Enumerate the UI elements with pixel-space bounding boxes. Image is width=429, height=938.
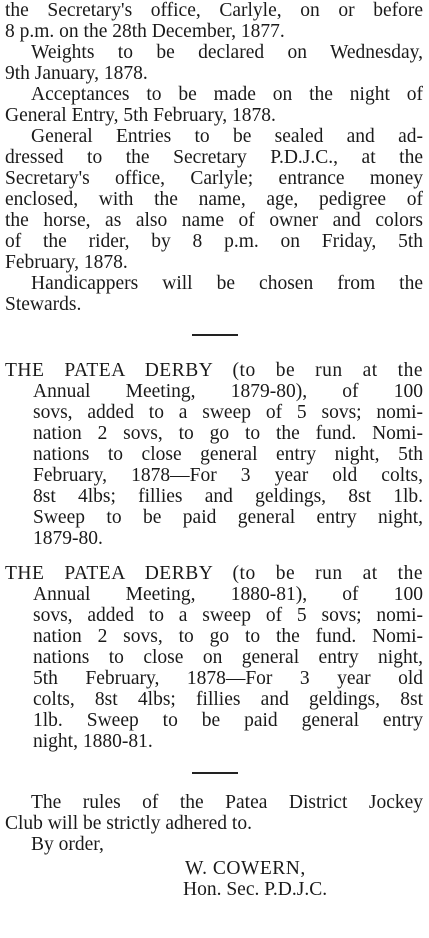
patea-derby-1879-80 bbox=[5, 360, 423, 549]
text-line: of the rider, by 8 p.m. on Friday, 5th bbox=[5, 231, 423, 252]
text-line: sovs, added to a sweep of 5 sovs; nomi- bbox=[33, 402, 423, 423]
text-line: 8 p.m. on the 28th December, 1877. bbox=[5, 21, 285, 42]
text-line: Secretary's office, Carlyle; entrance money bbox=[5, 168, 423, 189]
text-line: 8st 4lbs; fillies and geldings, 8st 1lb. bbox=[33, 486, 423, 507]
text-line: the horse, as also name of owner and colors bbox=[5, 210, 423, 231]
signature-block bbox=[5, 858, 423, 900]
text-line: Annual Meeting, 1879-80), of 100 bbox=[33, 381, 423, 402]
signatory-name: W. COWERN, bbox=[185, 858, 306, 879]
text-line: 1lb. Sweep to be paid general entry bbox=[33, 710, 423, 731]
text-line: 1879-80. bbox=[33, 528, 103, 549]
text-line: nation 2 sovs, to go to the fund. Nomi- bbox=[33, 423, 423, 444]
text-line: February, 1878—For 3 year old colts, bbox=[33, 465, 423, 486]
derby-heading-line: THE PATEA DERBY (to be run at the bbox=[5, 563, 423, 584]
text-line: Handicappers will be chosen from the bbox=[31, 273, 423, 294]
text-line: dressed to the Secretary P.D.J.C., at the bbox=[5, 147, 423, 168]
text-line: Stewards. bbox=[5, 294, 82, 315]
text-line: General Entries to be sealed and ad- bbox=[31, 126, 423, 147]
text-line: enclosed, with the name, age, pedigree of bbox=[5, 189, 423, 210]
nomination-conditions bbox=[5, 0, 423, 315]
text-line: Acceptances to be made on the night of bbox=[31, 84, 423, 105]
text-line: Annual Meeting, 1880-81), of 100 bbox=[33, 584, 423, 605]
closing-notice bbox=[5, 792, 423, 855]
section-divider bbox=[192, 334, 238, 336]
text-line: nations to close on general entry night, bbox=[33, 647, 423, 668]
text-line: By order, bbox=[31, 834, 104, 855]
newspaper-column bbox=[5, 0, 423, 900]
text-line: night, 1880-81. bbox=[33, 731, 153, 752]
text-line: nation 2 sovs, to go to the fund. Nomi- bbox=[33, 626, 423, 647]
text-line: Weights to be declared on Wednesday, bbox=[31, 42, 423, 63]
text-line: nations to close general entry night, 5th bbox=[33, 444, 423, 465]
text-line: Club will be strictly adhered to. bbox=[5, 813, 252, 834]
patea-derby-1880-81 bbox=[5, 563, 423, 752]
section-divider bbox=[192, 772, 238, 774]
text-line: sovs, added to a sweep of 5 sovs; nomi- bbox=[33, 605, 423, 626]
text-line: 9th January, 1878. bbox=[5, 63, 148, 84]
text-line: The rules of the Patea District Jockey bbox=[31, 792, 423, 813]
text-line: 5th February, 1878—For 3 year old bbox=[33, 668, 423, 689]
text-line: Sweep to be paid general entry night, bbox=[33, 507, 423, 528]
text-line: February, 1878. bbox=[5, 252, 128, 273]
signatory-title: Hon. Sec. P.D.J.C. bbox=[183, 879, 328, 900]
derby-heading-line: THE PATEA DERBY (to be run at the bbox=[5, 360, 423, 381]
text-line: colts, 8st 4lbs; fillies and geldings, 8st bbox=[33, 689, 423, 710]
text-line: the Secretary's office, Carlyle, on or before bbox=[5, 0, 423, 21]
text-line: General Entry, 5th February, 1878. bbox=[5, 105, 276, 126]
